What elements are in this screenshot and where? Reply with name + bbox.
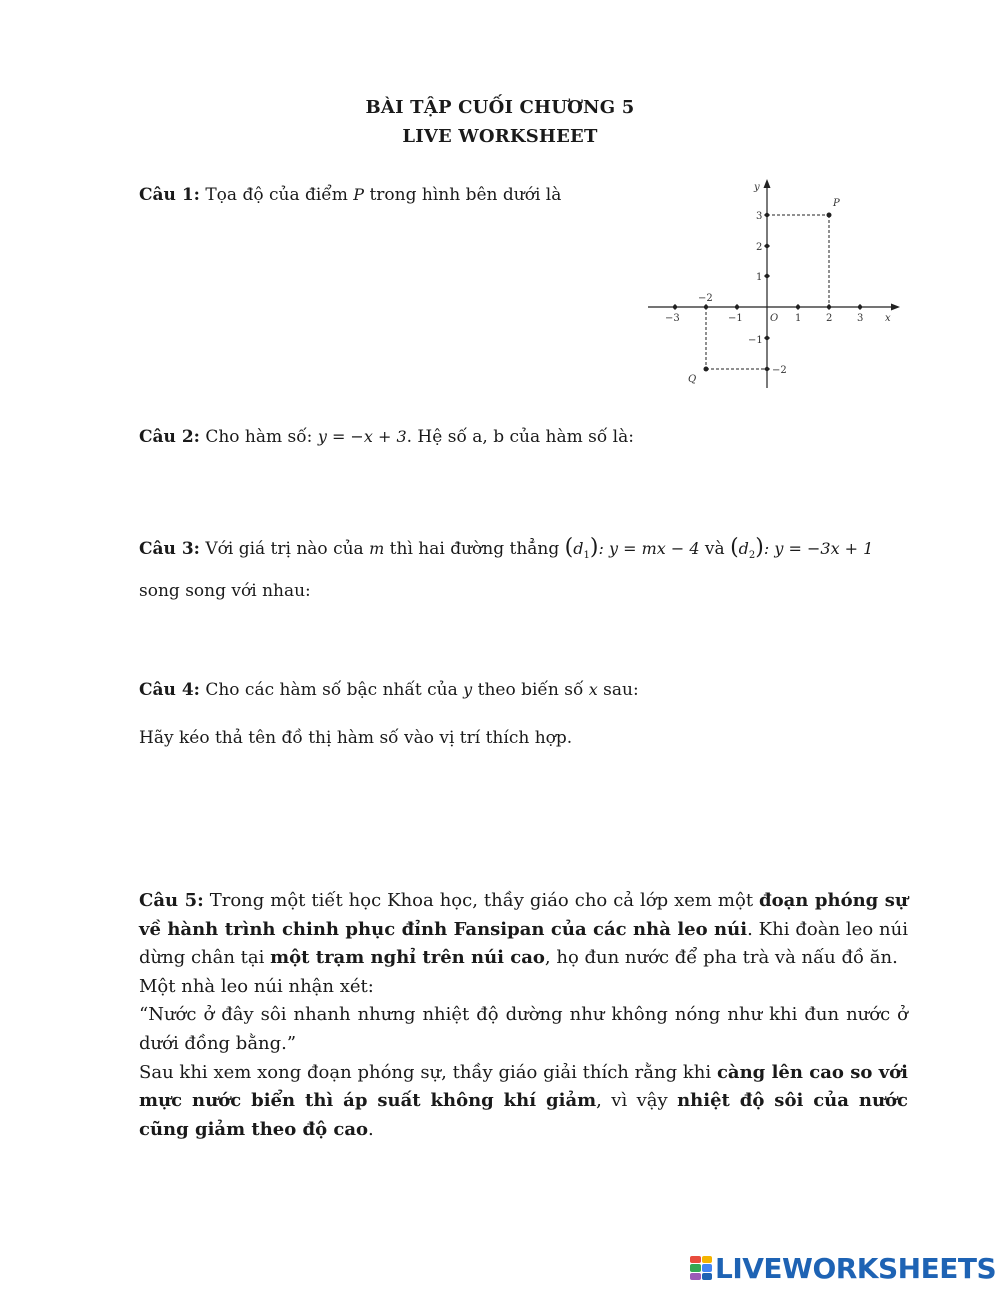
line-d2-name: d — [738, 539, 749, 558]
point-p-label: P — [833, 198, 840, 209]
question-5-paragraph-1: Câu 5: Trong một tiết học Khoa học, thầy giáo cho cả lớp xem một đoạn phóng sự về hành trình chinh phục đỉnh Fansipan của các nhà leo núi. Khi đoàn leo núi dừng chân tại một trạm nghỉ trên núi cao, họ đun nước để pha trà và nấu đồ ăn. — [139, 890, 908, 969]
question-5-quote: “Nước ở đây sôi nhanh nhưng nhiệt độ dường như không nóng như khi đun nước ở dưới đồng bằng.” — [139, 1004, 908, 1054]
variable-m: m — [369, 539, 385, 558]
point-p-dot — [827, 213, 832, 218]
logo-text: LIVEWORKSHEETS — [715, 1251, 997, 1285]
line-d1-subscript: 1 — [583, 550, 590, 561]
question-2-label: Câu 2: — [139, 427, 200, 447]
question-2 — [139, 425, 634, 449]
logo-icon — [690, 1256, 712, 1280]
question-4-text-mid: theo biến số — [472, 680, 589, 700]
line-d2-subscript: 2 — [748, 550, 756, 561]
question-5-label: Câu 5: — [139, 890, 204, 911]
question-5-paragraph-4: Sau khi xem xong đoạn phóng sự, thầy giáo giải thích rằng khi càng lên cao so với mực nước biển thì áp suất không khí giảm, vì vậy nhiệt độ sôi của nước cũng giảm theo độ cao. — [139, 1061, 909, 1140]
line-d1-equation: : y = mx − 4 — [598, 539, 700, 558]
function-formula: y = −x + 3 — [317, 427, 407, 446]
x-tick-label: −2 — [698, 293, 713, 304]
y-tick-label: −1 — [748, 335, 763, 346]
y-axis-label: y — [754, 182, 760, 193]
y-tick-label: 1 — [756, 272, 763, 283]
x-tick-label: −3 — [665, 313, 680, 324]
question-4 — [139, 678, 639, 702]
question-1-label: Câu 1: — [139, 185, 200, 205]
question-2-text-end: . Hệ số a, b của hàm số là: — [406, 427, 634, 447]
line-d1-name: d — [573, 539, 584, 558]
question-4-text: Cho các hàm số bậc nhất của — [199, 680, 464, 700]
question-4-instruction: Hãy kéo thả tên đồ thị hàm số vào vị trí thích hợp. — [139, 728, 573, 748]
x-tick-label: 3 — [857, 313, 864, 324]
x-tick-label: 1 — [795, 313, 802, 324]
question-5 — [139, 887, 908, 1144]
liveworksheets-logo — [690, 1250, 996, 1286]
variable-p: P — [353, 185, 365, 204]
line-d2-equation: : y = −3x + 1 — [763, 539, 874, 558]
question-4-text-end: sau: — [597, 680, 639, 700]
worksheet-title: BÀI TẬP CUỐI CHƯƠNG 5 — [365, 97, 635, 118]
question-1-text: Tọa độ của điểm — [199, 185, 354, 205]
question-3-text-mid: thì hai đường thẳng — [384, 539, 565, 559]
variable-x: x — [588, 680, 598, 699]
origin-label: O — [770, 313, 779, 324]
y-axis-arrow — [764, 179, 771, 188]
point-q-dot — [704, 367, 709, 372]
coordinate-graph — [640, 174, 910, 394]
question-3-label: Câu 3: — [139, 539, 200, 559]
question-4-label: Câu 4: — [139, 680, 200, 700]
x-axis-label: x — [885, 313, 891, 324]
x-tick-label: 2 — [826, 313, 833, 324]
question-1 — [139, 183, 561, 207]
point-q-label: Q — [688, 374, 697, 385]
conjunction: và — [699, 539, 731, 559]
variable-y: y — [463, 680, 473, 699]
question-2-text: Cho hàm số: — [199, 427, 318, 447]
y-tick-label: 3 — [756, 211, 763, 222]
question-3: Câu 3: Với giá trị nào của m thì hai đường thẳng $(d_1)$: y = mx − 4 và $(d_2)$: y = −3x + 1 song song với nhau: — [139, 536, 919, 603]
y-tick-label: −2 — [772, 365, 787, 376]
worksheet-subtitle: LIVE WORKSHEET — [402, 126, 598, 147]
x-axis-arrow — [891, 304, 900, 311]
question-3-line-2: song song với nhau: — [139, 581, 311, 601]
question-3-text: Với giá trị nào của — [199, 539, 370, 559]
x-tick-label: −1 — [728, 313, 743, 324]
question-5-paragraph-2: Một nhà leo núi nhận xét: — [139, 975, 374, 997]
question-1-text-end: trong hình bên dưới là — [364, 185, 562, 205]
y-tick-label: 2 — [756, 242, 763, 253]
